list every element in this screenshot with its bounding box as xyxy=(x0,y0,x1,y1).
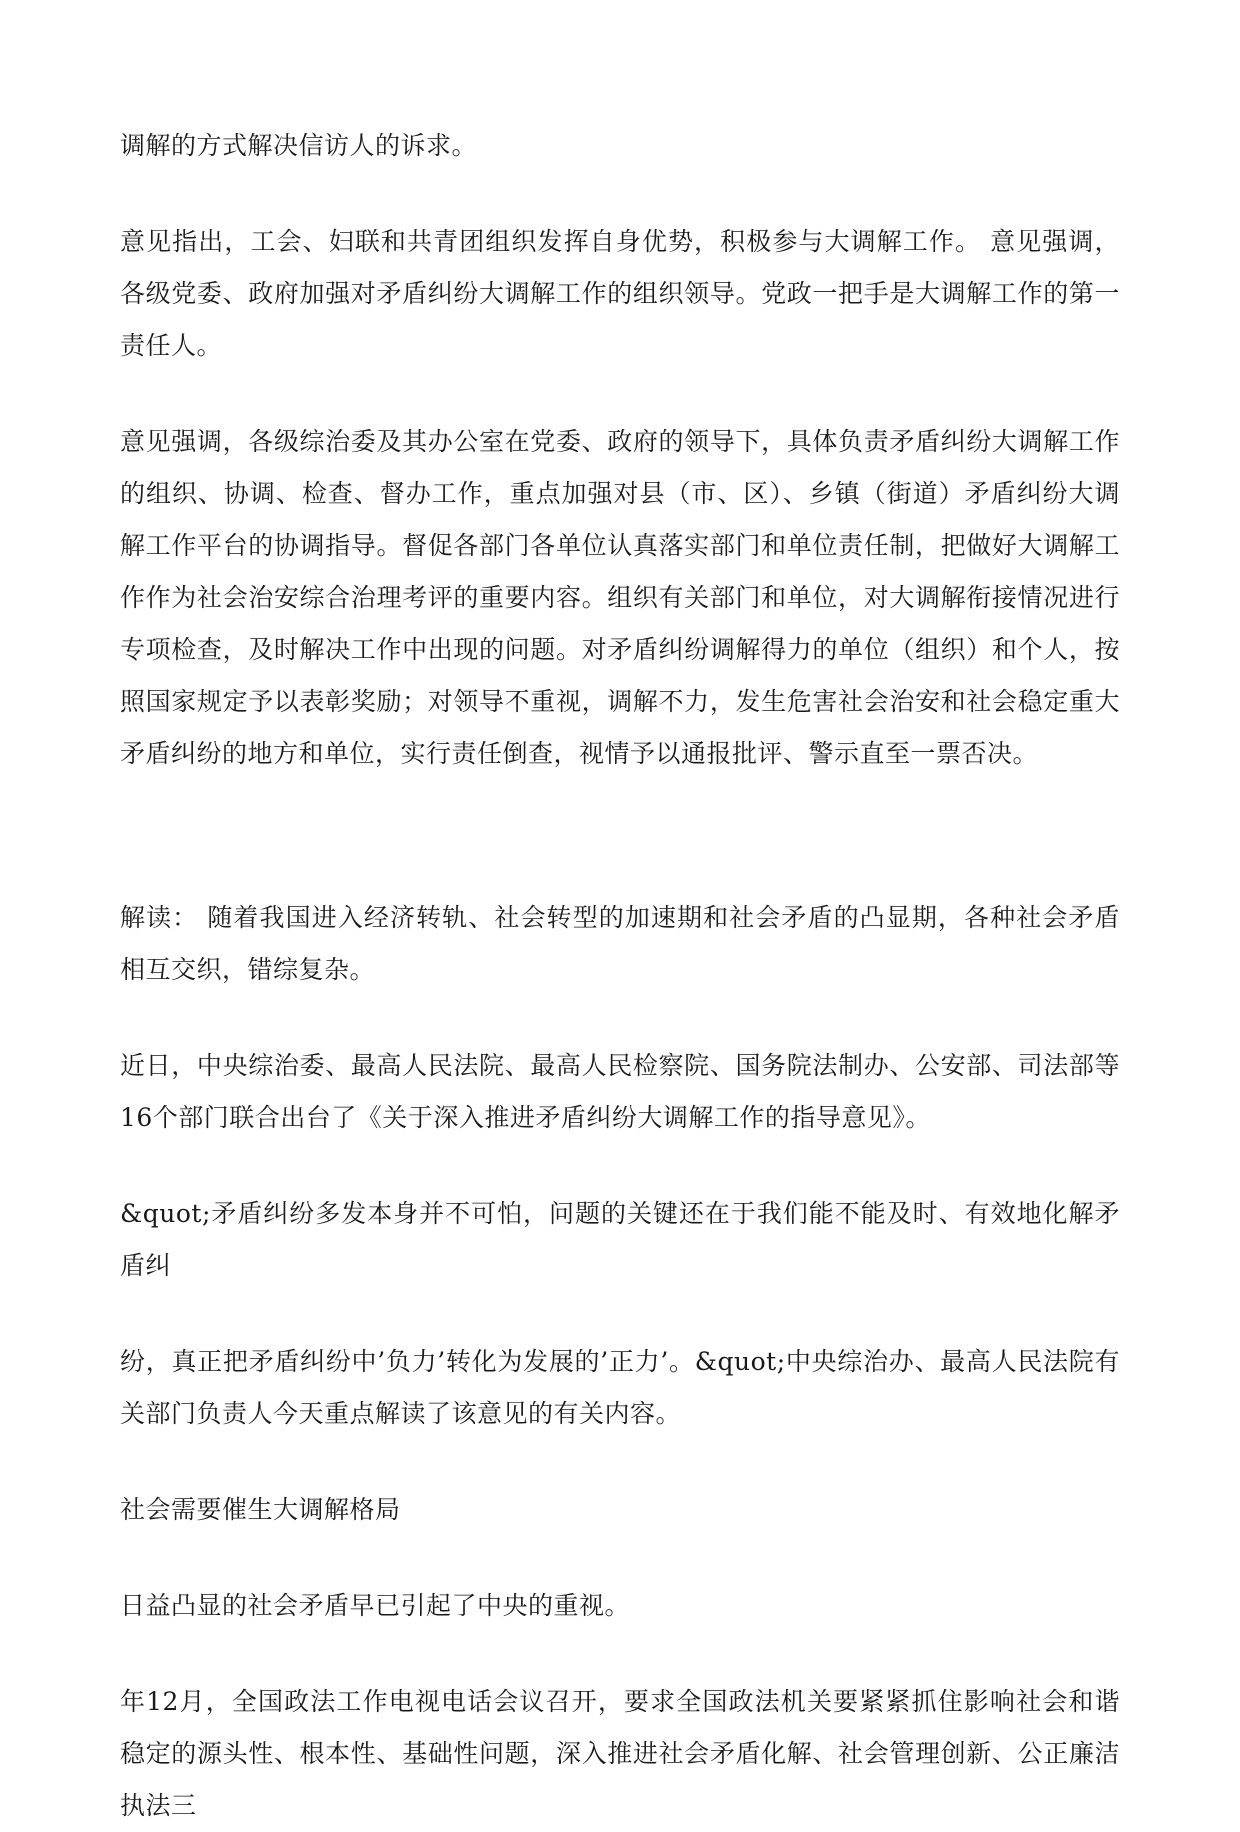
paragraph-3: 意见强调，各级综治委及其办公室在党委、政府的领导下，具体负责矛盾纠纷大调解工作的组织、协调、检查、督办工作，重点加强对县（市、区）、乡镇（街道）矛盾纠纷大调解工作平台的协调指导。督促各部门各单位认真落实部门和单位责任制，把做好大调解工作作为社会治安综合治理考评的重要内容。组织有关部门和单位，对大调解衔接情况进行专项检查，及时解决工作中出现的问题。对矛盾纠纷调解得力的单位（组织）和个人，按照国家规定予以表彰奖励；对领导不重视，调解不力，发生危害社会治安和社会稳定重大矛盾纠纷的地方和单位，实行责任倒查，视情予以通报批评、警示直至一票否决。 xyxy=(120,427,1120,768)
paragraph-5: 近日，中央综治委、最高人民法院、最高人民检察院、国务院法制办、公安部、司法部等16个部门联合出台了《关于深入推进矛盾纠纷大调解工作的指导意见》。 xyxy=(120,1051,1120,1132)
paragraph-9: 年12月，全国政法工作电视电话会议召开，要求全国政法机关要紧紧抓住影响社会和谐稳定的源头性、根本性、基础性问题，深入推进社会矛盾化解、社会管理创新、公正廉洁执法三 xyxy=(120,1687,1120,1820)
paragraph-1: 调解的方式解决信访人的诉求。 xyxy=(120,131,478,160)
paragraph-4: 解读： 随着我国进入经济转轨、社会转型的加速期和社会矛盾的凸显期，各种社会矛盾相互交织，错综复杂。 xyxy=(120,903,1120,984)
paragraph-7: 纷，真正把矛盾纠纷中’负力’转化为发展的’正力’。&quot;中央综治办、最高人民法院有关部门负责人今天重点解读了该意见的有关内容。 xyxy=(120,1347,1120,1428)
paragraph-8: 日益凸显的社会矛盾早已引起了中央的重视。 xyxy=(120,1591,631,1620)
paragraph-2: 意见指出，工会、妇联和共青团组织发挥自身优势，积极参与大调解工作。 意见强调，各级党委、政府加强对矛盾纠纷大调解工作的组织领导。党政一把手是大调解工作的第一责任人。 xyxy=(120,227,1120,360)
paragraph-6: &quot;矛盾纠纷多发本身并不可怕，问题的关键还在于我们能不能及时、有效地化解矛盾纠 xyxy=(120,1199,1120,1280)
section-heading: 社会需要催生大调解格局 xyxy=(120,1495,401,1524)
document-body xyxy=(120,120,1120,1832)
